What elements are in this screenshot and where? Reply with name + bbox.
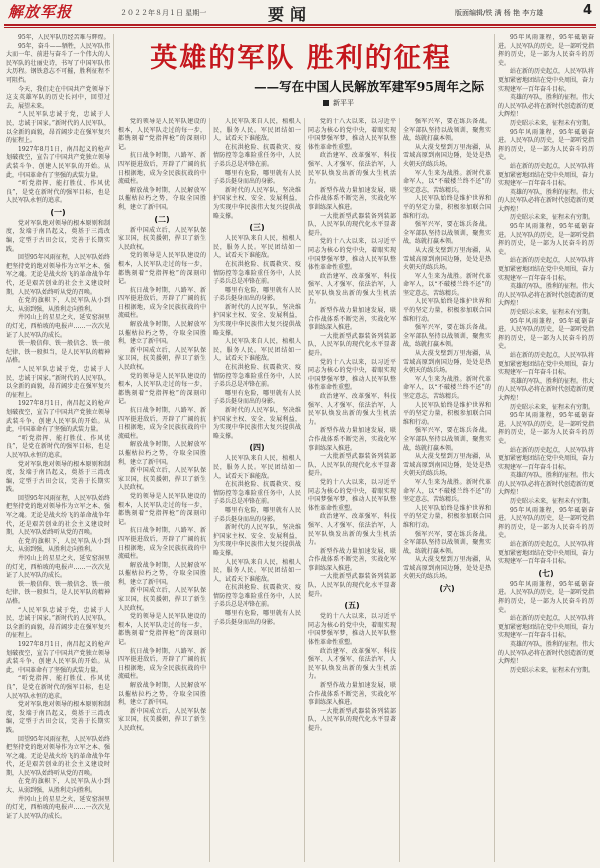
body-paragraph: 军人生来为战胜。新时代革命军人，以“不破楼兰终不还”的坚定意志，苦练精兵。: [403, 272, 491, 297]
body-paragraph: 哪里有危险，哪里就有人民子弟兵挺身而出的身影。: [213, 506, 301, 523]
body-paragraph: 一大批新型武器装备列装部队，人民军队的现代化水平显著提升。: [308, 212, 396, 237]
body-paragraph: 哪里有危险，哪里就有人民子弟兵挺身而出的身影。: [213, 169, 301, 186]
body-paragraph: 站在新的历史起点，人民军队将更加紧密地团结在党中央周围，奋力实现建军一百年奋斗目标。: [498, 615, 594, 640]
page-number: 4: [583, 3, 593, 18]
body-paragraph: 一大批新型武器装备列装部队，人民军队的现代化水平显著提升。: [308, 707, 396, 732]
body-paragraph: 人民军队始终是维护世界和平的坚定力量，积极参加联合国维和行动。: [403, 401, 491, 426]
text-column-6: [498, 34, 594, 862]
body-paragraph: 一大批新型武器装备列装部队，人民军队的现代化水平显著提升。: [308, 332, 396, 358]
body-paragraph: 新时代的人民军队，坚决维护国家主权、安全、发展利益，为实现中华民族伟大复兴提供战略支撑。: [213, 186, 301, 220]
lead-paragraph: 95年，奋斗——牺牲，人民军队伟大而一年、前进与奋斗了一个伟大的人民军队的壮丽史诗，书写了中国军队伟大历程。钢铁意志不可摧，胜利征程不可阻挡。: [6, 42, 110, 84]
body-paragraph: 新时代的人民军队，坚决维护国家主权、安全、发展利益，为实现中华民族伟大复兴提供战略支撑。: [213, 524, 301, 557]
body-paragraph: 强军兴军，要在练兵备战。全军部队坚持以战领训，聚焦实战，练就打赢本领。: [403, 118, 491, 143]
section-heading-5: (五): [344, 601, 360, 611]
body-paragraph: 在抗洪抢险、抗震救灾、疫情防控等急难险重任务中，人民子弟兵总是冲锋在前。: [213, 481, 301, 506]
article-byline: [323, 98, 354, 108]
body-paragraph: 站在新的历史起点，人民军队将更加紧密地团结在党中央周围，奋力实现建军一百年奋斗目标。: [498, 68, 594, 93]
byline-square-icon: [323, 100, 329, 106]
body-paragraph: 人民军队来自人民，植根人民，服务人民。军民团结如一人，试看天下谁能敌。: [213, 118, 301, 143]
body-paragraph: 回望95年风雨征程，人民军队始终把坚持党的绝对领导作为立军之本、强军之魂。无论是战火纷飞的革命战争年代，还是艰苦创业的社会主义建设时期，人民军队始终听从党的召唤。: [6, 735, 110, 777]
body-paragraph: 在抗洪抢险、抗震救灾、疫情防控等急难险重任务中，人民子弟兵总是冲锋在前。: [213, 584, 301, 609]
body-paragraph: 强军兴军，要在练兵备战。全军部队坚持以战领训，聚焦实战，练就打赢本领。: [403, 427, 491, 452]
body-paragraph: 在抗洪抢险、抗震救灾、疫情防控等急难险重任务中，人民子弟兵总是冲锋在前。: [213, 143, 301, 168]
body-paragraph: 新中国成立后，人民军队保家卫国，抗美援朝，捍卫了新生人民政权。: [118, 467, 206, 492]
body-paragraph: 抗日战争时期，八路军、新四军挺进敌后，开辟了广阔的抗日根据地，成为全民族抗战的中流砥柱。: [118, 286, 206, 320]
text-column-3: [213, 118, 301, 862]
body-paragraph: 人民军队来自人民，植根人民，服务人民。军民团结如一人，试看天下谁能敌。: [213, 455, 301, 480]
body-paragraph: 解放战争时期，人民解放军以摧枯拉朽之势，夺取全国胜利，建立了新中国。: [118, 441, 206, 466]
body-paragraph: 英雄的军队，胜利的征程。伟大的人民军队必将在新时代创造新的更大辉煌！: [498, 640, 594, 666]
body-paragraph: 党对军队绝对领导的根本原则和制度，发端于南昌起义，奠基于三湾改编，定型于古田会议，完善于长期实践。: [6, 219, 110, 253]
body-paragraph: “人民军队忠诚于党，忠诚于人民，忠诚于国家。”新时代的人民军队，以全新的面貌，昂首阔步走在强军复兴的征程上。: [6, 606, 110, 640]
body-paragraph: 军人生来为战胜。新时代革命军人，以“不破楼兰终不还”的坚定意志，苦练精兵。: [403, 478, 491, 504]
body-paragraph: 党的十八大以来，以习近平同志为核心的党中央，着眼实现中国梦强军梦，推动人民军队整体性革命性重塑。: [308, 613, 396, 647]
masthead-rule-thin: [4, 27, 596, 28]
body-paragraph: 新时代的人民军队，坚决维护国家主权、安全、发展利益，为实现中华民族伟大复兴提供战略支撑。: [213, 407, 301, 440]
section-heading-6: (六): [439, 584, 455, 594]
body-paragraph: “人民军队忠诚于党，忠诚于人民，忠诚于国家。”新时代的人民军队，以全新的面貌，昂首阔步走在强军复兴的征程上。: [6, 365, 110, 399]
body-paragraph: 党的领导是人民军队建设的根本，人民军队走过的每一步，都镌刻着“党指挥枪”的深刻印记。: [118, 372, 206, 406]
body-paragraph: 井冈山上的星星之火，延安窑洞里的灯光，西柏坡的电报声……一次次见证了人民军队的成长。: [6, 555, 110, 580]
body-paragraph: 党的领导是人民军队建设的根本，人民军队走过的每一步，都镌刻着“党指挥枪”的深刻印记。: [118, 252, 206, 286]
text-column-4: [308, 118, 396, 862]
body-paragraph: 历史昭示未来，征程未有穷期。: [510, 403, 594, 411]
body-paragraph: 强军兴军，要在练兵备战。全军部队坚持以战领训，聚焦实战，练就打赢本领。: [403, 221, 491, 246]
body-paragraph: 党的领导是人民军队建设的根本，人民军队走过的每一步，都镌刻着“党指挥枪”的深刻印记。: [118, 118, 206, 151]
body-paragraph: 新型作战力量加速发展，联合作战体系不断完善，实战化军事训练深入推进。: [308, 186, 396, 211]
body-paragraph: 军人生来为战胜。新时代革命军人，以“不破楼兰终不还”的坚定意志，苦练精兵。: [403, 375, 491, 400]
body-paragraph: 英雄的军队，胜利的征程。伟大的人民军队必将在新时代创造新的更大辉煌！: [498, 377, 594, 402]
body-paragraph: 1927年8月1日，南昌起义的枪声划破夜空，宣告了中国共产党独立领导武装斗争、创建人民军队的开始。从此，中国革命有了坚强的武装力量。: [6, 400, 110, 434]
body-paragraph: 抗日战争时期，八路军、新四军挺进敌后，开辟了广阔的抗日根据地，成为全民族抗战的中流砥柱。: [118, 152, 206, 186]
body-paragraph: 95年风雨兼程，95年砥砺奋进。人民军队的历史，是一部听党指挥的历史，是一部为人民奋斗的历史。: [498, 580, 594, 614]
body-paragraph: 在抗洪抢险、抗震救灾、疫情防控等急难险重任务中，人民子弟兵总是冲锋在前。: [213, 364, 301, 389]
body-paragraph: 站在新的历史起点，人民军队将更加紧密地团结在党中央周围，奋力实现建军一百年奋斗目标。: [498, 541, 594, 566]
body-paragraph: 在党的旗帜下，人民军队从小到大、从弱到强，从胜利走向胜利。: [6, 778, 110, 795]
body-paragraph: 铁一般信仰、铁一般信念、铁一般纪律、铁一般担当，是人民军队的精神品格。: [6, 340, 110, 365]
body-paragraph: 新型作战力量加速发展，联合作战体系不断完善，实战化军事训练深入推进。: [308, 547, 396, 572]
text-column-1: [6, 34, 110, 862]
body-paragraph: 从大漠戈壁到万里海疆，从雪域高原到南国边陲，处处是热火朝天的练兵场。: [403, 246, 491, 272]
body-paragraph: 在党的旗帜下，人民军队从小到大、从弱到强，从胜利走向胜利。: [6, 537, 110, 554]
body-paragraph: 党的十八大以来，以习近平同志为核心的党中央，着眼实现中国梦强军梦，推动人民军队整体性革命性重塑。: [308, 478, 396, 512]
body-paragraph: 哪里有危险，哪里就有人民子弟兵挺身而出的身影。: [213, 389, 301, 406]
body-paragraph: 抗日战争时期，八路军、新四军挺进敌后，开辟了广阔的抗日根据地，成为全民族抗战的中流砥柱。: [118, 647, 206, 681]
body-paragraph: 政治建军、改革强军、科技强军、人才强军、依法治军，人民军队焕发出新的强大生机活力。: [308, 393, 396, 426]
body-paragraph: 哪里有危险，哪里就有人民子弟兵挺身而出的身影。: [213, 286, 301, 303]
body-paragraph: 英雄的军队，胜利的征程。伟大的人民军队必将在新时代创造新的更大辉煌！: [498, 283, 594, 308]
body-paragraph: 党的领导是人民军队建设的根本，人民军队走过的每一步，都镌刻着“党指挥枪”的深刻印记。: [118, 492, 206, 526]
text-column-2: [118, 118, 206, 862]
body-paragraph: 历史昭示未来，征程未有穷期。: [510, 119, 594, 127]
body-paragraph: 抗日战争时期，八路军、新四军挺进敌后，开辟了广阔的抗日根据地，成为全民族抗战的中流砥柱。: [118, 407, 206, 440]
body-paragraph: 1927年8月1日，南昌起义的枪声划破夜空，宣告了中国共产党独立领导武装斗争、创建人民军队的开始。从此，中国革命有了坚强的武装力量。: [6, 640, 110, 674]
body-paragraph: 新中国成立后，人民军队保家卫国，抗美援朝，捍卫了新生人民政权。: [118, 707, 206, 732]
column-divider: [113, 34, 114, 862]
body-paragraph: 人民军队始终是维护世界和平的坚定力量，积极参加联合国维和行动。: [403, 504, 491, 529]
body-paragraph: 人民军队来自人民，植根人民，服务人民。军民团结如一人，试看天下谁能敌。: [213, 338, 301, 363]
body-paragraph: 人民军队来自人民，植根人民，服务人民。军民团结如一人，试看天下谁能敌。: [213, 558, 301, 583]
body-paragraph: 站在新的历史起点，人民军队将更加紧密地团结在党中央周围，奋力实现建军一百年奋斗目标。: [498, 257, 594, 282]
body-paragraph: 在抗洪抢险、抗震救灾、疫情防控等急难险重任务中，人民子弟兵总是冲锋在前。: [213, 260, 301, 286]
masthead: [0, 0, 600, 24]
section-heading-2: (二): [154, 214, 170, 224]
newspaper-logo: 解放军报: [8, 3, 73, 21]
section-heading-7: (七): [538, 568, 554, 578]
body-paragraph: 抗日战争时期，八路军、新四军挺进敌后，开辟了广阔的抗日根据地，成为全民族抗战的中流砥柱。: [118, 527, 206, 561]
body-paragraph: 党的领导是人民军队建设的根本，人民军队走过的每一步，都镌刻着“党指挥枪”的深刻印记。: [118, 613, 206, 647]
body-paragraph: 从大漠戈壁到万里海疆，从雪域高原到南国边陲，处处是热火朝天的练兵场。: [403, 143, 491, 168]
body-paragraph: 井冈山上的星星之火，延安窑洞里的灯光，西柏坡的电报声……一次次见证了人民军队的成长。: [6, 314, 110, 339]
body-paragraph: 历史昭示未来，征程未有穷期。: [510, 666, 594, 674]
body-paragraph: 回望95年风雨征程，人民军队始终把坚持党的绝对领导作为立军之本、强军之魂。无论是战火纷飞的革命战争年代，还是艰苦创业的社会主义建设时期，人民军队始终听从党的召唤。: [6, 254, 110, 296]
body-paragraph: 党的十八大以来，以习近平同志为核心的党中央，着眼实现中国梦强军梦，推动人民军队整体性革命性重塑。: [308, 238, 396, 272]
masthead-rule: [4, 24, 596, 26]
body-paragraph: 新型作战力量加速发展，联合作战体系不断完善，实战化军事训练深入推进。: [308, 427, 396, 452]
body-paragraph: 党对军队绝对领导的根本原则和制度，发端于南昌起义，奠基于三湾改编，定型于古田会议，完善于长期实践。: [6, 701, 110, 734]
body-paragraph: 新时代的人民军队，坚决维护国家主权、安全、发展利益，为实现中华民族伟大复兴提供战略支撑。: [213, 303, 301, 337]
issue-date: ２０２２年８月１日 星期一: [120, 9, 207, 17]
body-paragraph: 政治建军、改革强军、科技强军、人才强军、依法治军，人民军队焕发出新的强大生机活力。: [308, 152, 396, 186]
body-paragraph: 军人生来为战胜。新时代革命军人，以“不破楼兰终不还”的坚定意志，苦练精兵。: [403, 169, 491, 194]
body-paragraph: 95年风雨兼程，95年砥砺奋进。人民军队的历史，是一部听党指挥的历史，是一部为人民奋斗的历史。: [498, 317, 594, 351]
article-headline: 英雄的军队 胜利的征程: [150, 43, 452, 74]
body-paragraph: 从大漠戈壁到万里海疆，从雪域高原到南国边陲，处处是热火朝天的练兵场。: [403, 453, 491, 478]
body-paragraph: 95年风雨兼程，95年砥砺奋进。人民军队的历史，是一部听党指挥的历史，是一部为人民奋斗的历史。: [498, 223, 594, 256]
body-paragraph: 95年风雨兼程，95年砥砺奋进。人民军队的历史，是一部听党指挥的历史，是一部为人民奋斗的历史。: [498, 506, 594, 540]
lead-paragraph: 今天，我们走在中国共产党领导下这支英雄军队的历史长河中，回望过去，展望未来。: [6, 85, 110, 110]
body-paragraph: 解放战争时期，人民解放军以摧枯拉朽之势，夺取全国胜利，建立了新中国。: [118, 321, 206, 346]
body-paragraph: 95年风雨兼程，95年砥砺奋进。人民军队的历史，是一部听党指挥的历史，是一部为人民奋斗的历史。: [498, 412, 594, 445]
body-paragraph: 解放战争时期，人民解放军以摧枯拉朽之势，夺取全国胜利，建立了新中国。: [118, 682, 206, 707]
body-paragraph: 哪里有危险，哪里就有人民子弟兵挺身而出的身影。: [213, 610, 301, 626]
body-paragraph: 人民军队来自人民，植根人民，服务人民。军民团结如一人，试看天下谁能敌。: [213, 235, 301, 260]
body-paragraph: 一大批新型武器装备列装部队，人民军队的现代化水平显著提升。: [308, 573, 396, 598]
body-paragraph: 新中国成立后，人民军队保家卫国，抗美援朝，捍卫了新生人民政权。: [118, 346, 206, 372]
body-paragraph: 英雄的军队，胜利的征程。伟大的人民军队必将在新时代创造新的更大辉煌！: [498, 188, 594, 213]
lead-paragraph: 95年，人民军队历经苦难与辉煌。: [18, 34, 110, 41]
section-heading-1: (一): [50, 207, 66, 217]
body-paragraph: 站在新的历史起点，人民军队将更加紧密地团结在党中央周围，奋力实现建军一百年奋斗目标。: [498, 351, 594, 377]
section-title: 要闻: [268, 5, 313, 24]
body-paragraph: 人民军队始终是维护世界和平的坚定力量，积极参加联合国维和行动。: [403, 298, 491, 323]
body-paragraph: 政治建军、改革强军、科技强军、人才强军、依法治军，人民军队焕发出新的强大生机活力。: [308, 513, 396, 547]
body-paragraph: 1927年8月1日，南昌起义的枪声划破夜空，宣告了中国共产党独立领导武装斗争、创建人民军队的开始。从此，中国革命有了坚强的武装力量。: [6, 145, 110, 179]
body-paragraph: “听党指挥、能打胜仗、作风优良”，是党在新时代的强军目标，也是人民军队永恒的追求。: [6, 180, 110, 205]
body-paragraph: 历史昭示未来，征程未有穷期。: [510, 498, 594, 506]
body-paragraph: 新型作战力量加速发展，联合作战体系不断完善，实战化军事训练深入推进。: [308, 682, 396, 707]
byline-author: 新平平: [333, 99, 354, 107]
body-paragraph: 党的十八大以来，以习近平同志为核心的党中央，着眼实现中国梦强军梦，推动人民军队整体性革命性重塑。: [308, 118, 396, 151]
body-paragraph: 解放战争时期，人民解放军以摧枯拉朽之势，夺取全国胜利，建立了新中国。: [118, 561, 206, 586]
body-paragraph: “听党指挥、能打胜仗、作风优良”，是党在新时代的强军目标，也是人民军队永恒的追求。: [6, 675, 110, 700]
body-paragraph: 从大漠戈壁到万里海疆，从雪域高原到南国边陲，处处是热火朝天的练兵场。: [403, 556, 491, 581]
column-divider: [494, 34, 495, 862]
body-paragraph: 从大漠戈壁到万里海疆，从雪域高原到南国边陲，处处是热火朝天的练兵场。: [403, 350, 491, 375]
body-paragraph: 95年风雨兼程，95年砥砺奋进。人民军队的历史，是一部听党指挥的历史，是一部为人民奋斗的历史。: [498, 128, 594, 162]
body-paragraph: “听党指挥、能打胜仗、作风优良”，是党在新时代的强军目标，也是人民军队永恒的追求。: [6, 434, 110, 459]
text-column-5: [403, 118, 491, 862]
body-paragraph: 解放战争时期，人民解放军以摧枯拉朽之势，夺取全国胜利，建立了新中国。: [118, 186, 206, 211]
page-editors: 版面编辑/铁 满 杨 艳 李方雄: [455, 9, 544, 17]
body-paragraph: 站在新的历史起点，人民军队将更加紧密地团结在党中央周围，奋力实现建军一百年奋斗目标。: [498, 162, 594, 188]
body-paragraph: 站在新的历史起点，人民军队将更加紧密地团结在党中央周围，奋力实现建军一百年奋斗目标。: [498, 446, 594, 471]
body-paragraph: 在党的旗帜下，人民军队从小到大、从弱到强，从胜利走向胜利。: [6, 297, 110, 313]
body-paragraph: 强军兴军，要在练兵备战。全军部队坚持以战领训，聚焦实战，练就打赢本领。: [403, 324, 491, 349]
body-paragraph: 政治建军、改革强军、科技强军、人才强军、依法治军，人民军队焕发出新的强大生机活力。: [308, 272, 396, 306]
body-paragraph: 井冈山上的星星之火，延安窑洞里的灯光，西柏坡的电报声……一次次见证了人民军队的成长。: [6, 795, 110, 820]
body-paragraph: 回望95年风雨征程，人民军队始终把坚持党的绝对领导作为立军之本、强军之魂。无论是战火纷飞的革命战争年代，还是艰苦创业的社会主义建设时期，人民军队始终听从党的召唤。: [6, 494, 110, 537]
section-heading-3: (三): [249, 223, 265, 233]
column-divider: [304, 118, 305, 862]
article-subtitle: ——写在中国人民解放军建军95周年之际: [254, 79, 484, 94]
body-paragraph: 铁一般信仰、铁一般信念、铁一般纪律、铁一般担当，是人民军队的精神品格。: [6, 580, 110, 605]
body-paragraph: 历史昭示未来，征程未有穷期。: [510, 309, 594, 316]
body-paragraph: 强军兴军，要在练兵备战。全军部队坚持以战领训，聚焦实战，练就打赢本领。: [403, 530, 491, 555]
body-paragraph: 新中国成立后，人民军队保家卫国，抗美援朝，捍卫了新生人民政权。: [118, 226, 206, 251]
body-paragraph: 新型作战力量加速发展，联合作战体系不断完善，实战化军事训练深入推进。: [308, 307, 396, 332]
column-divider: [399, 118, 400, 862]
body-paragraph: 党对军队绝对领导的根本原则和制度，发端于南昌起义，奠基于三湾改编，定型于古田会议，完善于长期实践。: [6, 460, 110, 494]
body-paragraph: 新中国成立后，人民军队保家卫国，抗美援朝，捍卫了新生人民政权。: [118, 587, 206, 612]
body-paragraph: 政治建军、改革强军、科技强军、人才强军、依法治军，人民军队焕发出新的强大生机活力。: [308, 647, 396, 681]
body-paragraph: 一大批新型武器装备列装部队，人民军队的现代化水平显著提升。: [308, 453, 396, 478]
headline-block: [118, 34, 484, 112]
body-paragraph: 人民军队始终是维护世界和平的坚定力量，积极参加联合国维和行动。: [403, 195, 491, 220]
body-paragraph: “人民军队忠诚于党，忠诚于人民，忠诚于国家。”新时代的人民军队，以全新的面貌，昂首阔步走在强军复兴的征程上。: [6, 111, 110, 145]
body-paragraph: 党的十八大以来，以习近平同志为核心的党中央，着眼实现中国梦强军梦，推动人民军队整体性革命性重塑。: [308, 358, 396, 392]
body-paragraph: 历史昭示未来，征程未有穷期。: [510, 214, 594, 222]
body-paragraph: 英雄的军队，胜利的征程。伟大的人民军队必将在新时代创造新的更大辉煌！: [498, 472, 594, 497]
column-divider: [209, 118, 210, 862]
body-paragraph: 95年风雨兼程，95年砥砺奋进。人民军队的历史，是一部听党指挥的历史，是一部为人民奋斗的历史。: [498, 34, 594, 67]
body-paragraph: 英雄的军队，胜利的征程。伟大的人民军队必将在新时代创造新的更大辉煌！: [498, 94, 594, 119]
section-heading-4: (四): [249, 443, 265, 453]
